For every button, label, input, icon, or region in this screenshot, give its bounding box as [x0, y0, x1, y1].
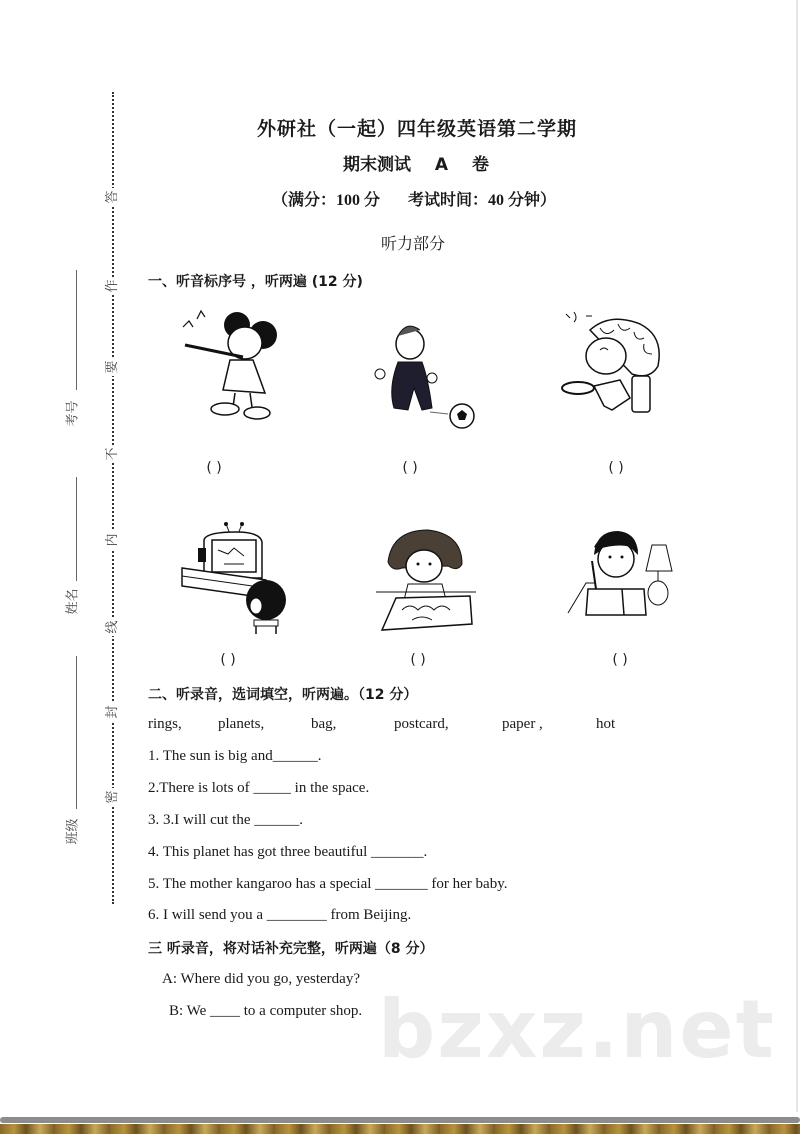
- question-2[interactable]: 2.There is lots of _____ in the space.: [148, 780, 370, 796]
- dialog-line-a: A: Where did you go, yesterday?: [162, 971, 360, 987]
- question-1[interactable]: 1. The sun is big and______.: [148, 748, 322, 764]
- question-5[interactable]: 5. The mother kangaroo has a special _______ for her baby.: [148, 876, 508, 892]
- exam-type: 期末测试: [343, 155, 411, 175]
- name-line: [76, 477, 77, 581]
- class-line: [76, 656, 77, 809]
- full-score: （满分：100 分: [271, 192, 380, 209]
- seal-char: 封: [104, 703, 122, 721]
- section3-heading: 三 听录音，将对话补充完整，听两遍（8 分）: [148, 941, 434, 957]
- word-bank-item: rings,: [148, 716, 182, 732]
- question-6[interactable]: 6. I will send you a ________ from Beijing.: [148, 907, 412, 923]
- child-watching-tv-icon: [176, 520, 288, 640]
- section2-heading: 二、听录音，选词填空，听两遍。（12 分）: [148, 687, 418, 703]
- answer-bracket[interactable]: ( ): [220, 652, 236, 668]
- question-3[interactable]: 3. 3.I will cut the ______.: [148, 812, 303, 828]
- exam-number-line: [76, 270, 77, 390]
- watermark: bzxz.net: [378, 983, 776, 1076]
- desktop-background-strip: [0, 1124, 800, 1134]
- seal-char: 线: [104, 618, 122, 636]
- word-bank-item: planets,: [218, 716, 265, 732]
- exam-number-label: 考号: [65, 400, 81, 427]
- horizontal-scrollbar[interactable]: [0, 1117, 800, 1123]
- seal-dotted-line: [112, 92, 114, 904]
- girl-drawing-picture-icon: [372, 520, 482, 640]
- section1-heading: 一、听音标序号 ，听两遍 (12 分): [148, 274, 363, 290]
- seal-char: 密: [104, 788, 122, 806]
- boy-playing-music-disc-icon: [560, 310, 670, 430]
- seal-char: 内: [104, 531, 122, 549]
- dialog-line-b[interactable]: B: We ____ to a computer shop.: [169, 1003, 363, 1019]
- exam-meta: [0, 187, 796, 210]
- question-4[interactable]: 4. This planet has got three beautiful _______.: [148, 844, 428, 860]
- answer-bracket[interactable]: ( ): [612, 652, 628, 668]
- girl-playing-flute-icon: [175, 305, 285, 425]
- boy-writing-homework-icon: [566, 525, 676, 645]
- answer-bracket[interactable]: ( ): [608, 460, 624, 476]
- seal-char: 作: [104, 277, 122, 295]
- part-title: 听力部分: [380, 234, 445, 253]
- word-bank-item: hot: [596, 716, 616, 732]
- seal-char: 不: [104, 445, 122, 463]
- answer-bracket[interactable]: ( ): [402, 460, 418, 476]
- exam-title: 外研社（一起）四年级英语第二学期: [256, 118, 577, 140]
- name-label: 姓名: [65, 588, 81, 615]
- class-label: 班级: [65, 818, 81, 845]
- paper-version: A 卷: [434, 155, 489, 175]
- exam-time: 考试时间：40 分钟）: [408, 192, 557, 209]
- word-bank-item: postcard,: [394, 716, 449, 732]
- word-bank-item: bag,: [311, 716, 337, 732]
- seal-char: 要: [104, 358, 122, 376]
- word-bank-item: paper ,: [502, 716, 543, 732]
- answer-bracket[interactable]: ( ): [206, 460, 222, 476]
- boy-playing-football-icon: [368, 318, 478, 438]
- exam-subtitle: [0, 150, 796, 175]
- answer-bracket[interactable]: ( ): [410, 652, 426, 668]
- seal-char: 答: [104, 188, 122, 206]
